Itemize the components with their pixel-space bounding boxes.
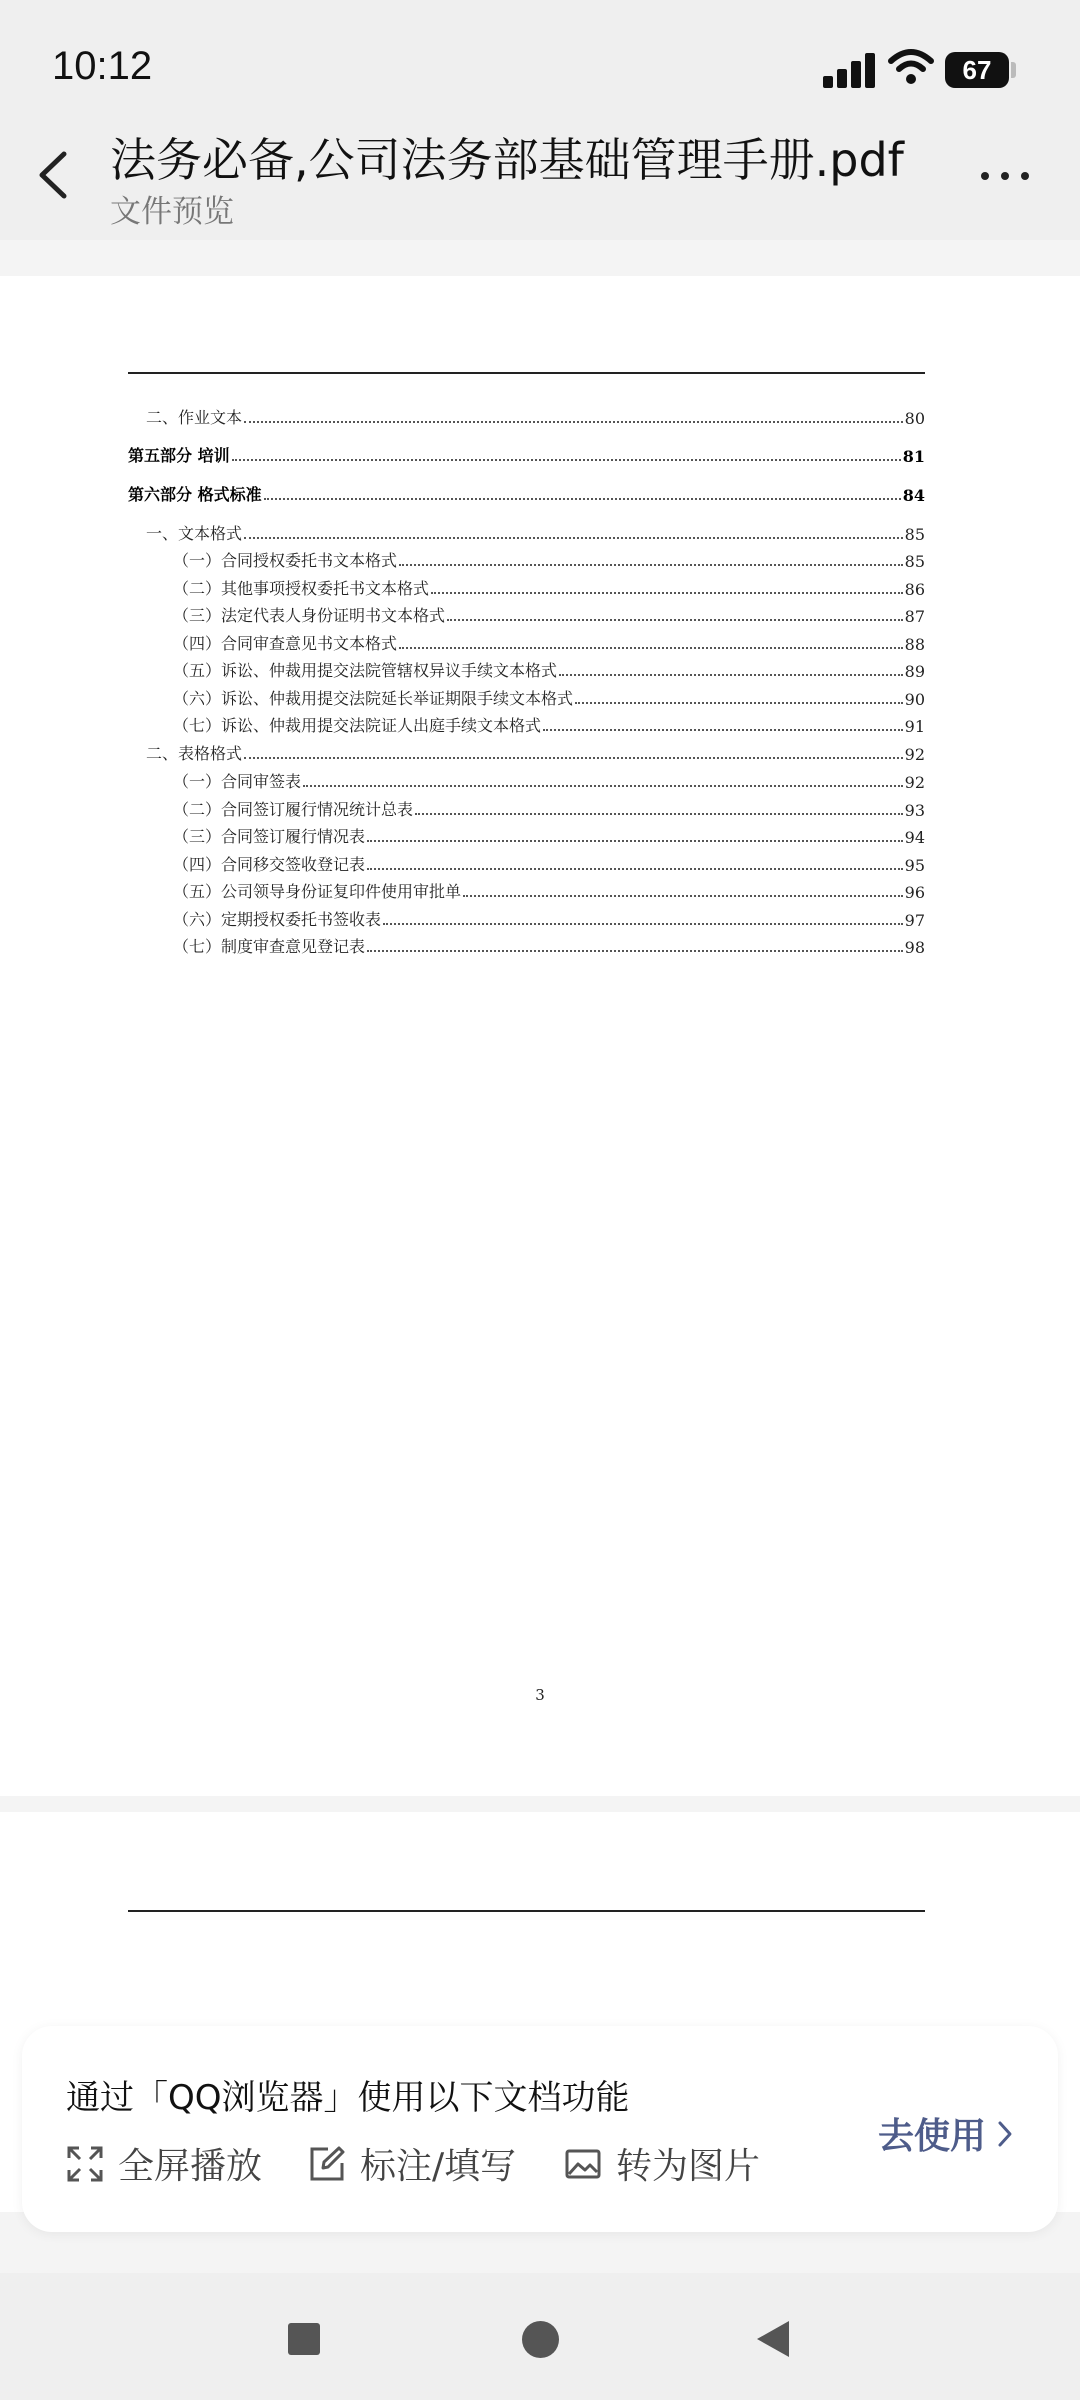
toc-entry <box>128 770 925 792</box>
back-icon[interactable] <box>34 150 74 200</box>
page-header-rule <box>128 372 925 374</box>
toc-entry-page: 90 <box>904 690 925 709</box>
battery-tip <box>1011 62 1016 78</box>
toc-entry <box>128 742 925 764</box>
toc-entry <box>128 522 925 544</box>
toc-dot-leader <box>244 757 903 759</box>
toc-entry-page: 85 <box>904 552 925 571</box>
toc-dot-leader <box>575 702 903 704</box>
annotate-fill-button[interactable] <box>308 2138 516 2189</box>
toc-entry <box>128 577 925 599</box>
toc-entry-page: 89 <box>904 662 925 681</box>
toc-entry-page: 84 <box>902 486 925 505</box>
page-header-rule <box>128 1910 925 1912</box>
toc-dot-leader <box>232 459 901 461</box>
recent-apps-icon[interactable] <box>288 2323 320 2355</box>
toc-entry-title: （三）法定代表人身份证明书文本格式 <box>173 606 446 625</box>
toc-dot-leader <box>367 950 903 952</box>
toc-entry <box>128 659 925 681</box>
more-icon[interactable] <box>975 160 1035 190</box>
go-use-label: 去使用 <box>877 2116 986 2157</box>
toc-entry <box>128 880 925 902</box>
toc-entry <box>128 853 925 875</box>
fullscreen-button[interactable] <box>66 2138 262 2189</box>
document-title: 法务必备,公司法务部基础管理手册.pdf <box>110 133 904 187</box>
toc-entry <box>128 549 925 571</box>
toc-entry-page: 88 <box>904 635 925 654</box>
toc-entry <box>128 604 925 626</box>
toc-dot-leader <box>264 498 901 500</box>
document-subtitle: 文件预览 <box>110 194 234 230</box>
toc-dot-leader <box>244 421 903 423</box>
toc-entry-title: （一）合同审签表 <box>173 772 302 791</box>
system-navigation-bar <box>0 2273 1080 2400</box>
toc-entry <box>128 444 925 466</box>
toc-entry-page: 98 <box>904 938 925 957</box>
toc-entry-title: （三）合同签订履行情况表 <box>173 827 366 846</box>
toc-dot-leader <box>399 564 903 566</box>
page-number: 3 <box>535 1686 545 1704</box>
toc-entry-page: 97 <box>904 911 925 930</box>
edit-icon <box>308 2145 346 2183</box>
toc-entry <box>128 406 925 428</box>
toc-entry <box>128 714 925 736</box>
toc-dot-leader <box>431 592 903 594</box>
toc-entry <box>128 687 925 709</box>
toc-entry <box>128 935 925 957</box>
toc-entry-title: 二、作业文本 <box>146 408 243 427</box>
toc-entry-page: 95 <box>904 856 925 875</box>
promo-text: 通过「QQ浏览器」使用以下文档功能 <box>66 2078 630 2118</box>
toc-dot-leader <box>447 619 903 621</box>
toc-entry-page: 81 <box>902 447 925 466</box>
toc-entry-page: 96 <box>904 883 925 902</box>
toc-entry-page: 91 <box>904 717 925 736</box>
toc-entry-page: 86 <box>904 580 925 599</box>
toc-entry-page: 85 <box>904 525 925 544</box>
pdf-page <box>0 276 1080 1796</box>
wifi-icon <box>888 48 934 86</box>
toc-dot-leader <box>367 868 903 870</box>
toc-entry-title: （二）其他事项授权委托书文本格式 <box>173 579 430 598</box>
toc-entry <box>128 908 925 930</box>
toc-entry-title: （六）定期授权委托书签收表 <box>173 910 382 929</box>
toc-dot-leader <box>543 729 903 731</box>
toc-entry-title: （一）合同授权委托书文本格式 <box>173 551 398 570</box>
toc-entry-page: 80 <box>904 409 925 428</box>
back-triangle-icon[interactable] <box>755 2319 791 2359</box>
toc-dot-leader <box>244 537 903 539</box>
toc-entry-title: 第五部分 培训 <box>128 446 230 465</box>
fullscreen-icon <box>66 2145 104 2183</box>
toc-entry-title: （七）制度审查意见登记表 <box>173 937 366 956</box>
toc-entry-title: 一、文本格式 <box>146 524 243 543</box>
toc-dot-leader <box>399 647 903 649</box>
toc-entry-title: 第六部分 格式标准 <box>128 485 262 504</box>
convert-to-image-label: 转为图片 <box>616 2146 761 2187</box>
toc-entry-page: 93 <box>904 801 925 820</box>
toc-entry-page: 92 <box>904 745 925 764</box>
toc-dot-leader <box>367 840 903 842</box>
image-icon <box>564 2145 602 2183</box>
annotate-fill-label: 标注/填写 <box>360 2146 517 2187</box>
qq-browser-promo-card <box>22 2026 1058 2232</box>
chevron-right-icon <box>996 2119 1014 2149</box>
home-icon[interactable] <box>522 2321 559 2358</box>
toc-entry-page: 87 <box>904 607 925 626</box>
toc-dot-leader <box>303 785 903 787</box>
toc-entry <box>128 632 925 654</box>
toc-entry <box>128 825 925 847</box>
toc-entry-title: （二）合同签订履行情况统计总表 <box>173 800 414 819</box>
toc-entry-title: （六）诉讼、仲裁用提交法院延长举证期限手续文本格式 <box>173 689 574 708</box>
fullscreen-label: 全屏播放 <box>118 2146 263 2187</box>
toc-dot-leader <box>383 923 903 925</box>
status-bar <box>0 0 1080 130</box>
toc-entry-page: 92 <box>904 773 925 792</box>
toc-dot-leader <box>463 895 903 897</box>
toc-entry <box>128 483 925 505</box>
toc-entry-title: （五）诉讼、仲裁用提交法院管辖权异议手续文本格式 <box>173 661 558 680</box>
convert-to-image-button[interactable] <box>564 2138 760 2189</box>
status-time: 10:12 <box>52 44 153 88</box>
signal-icon <box>823 52 883 88</box>
toc-entry-page: 94 <box>904 828 925 847</box>
toc-entry-title: （四）合同审查意见书文本格式 <box>173 634 398 653</box>
toc-dot-leader <box>559 674 903 676</box>
battery-icon: 67 <box>945 52 1009 88</box>
go-use-button[interactable] <box>878 2108 1014 2159</box>
toc-entry-title: （七）诉讼、仲裁用提交法院证人出庭手续文本格式 <box>173 716 542 735</box>
toc-dot-leader <box>415 813 903 815</box>
toc-entry-title: （五）公司领导身份证复印件使用审批单 <box>173 882 462 901</box>
toc-entry-title: 二、表格格式 <box>146 744 243 763</box>
toc-entry <box>128 798 925 820</box>
toc-entry-title: （四）合同移交签收登记表 <box>173 855 366 874</box>
